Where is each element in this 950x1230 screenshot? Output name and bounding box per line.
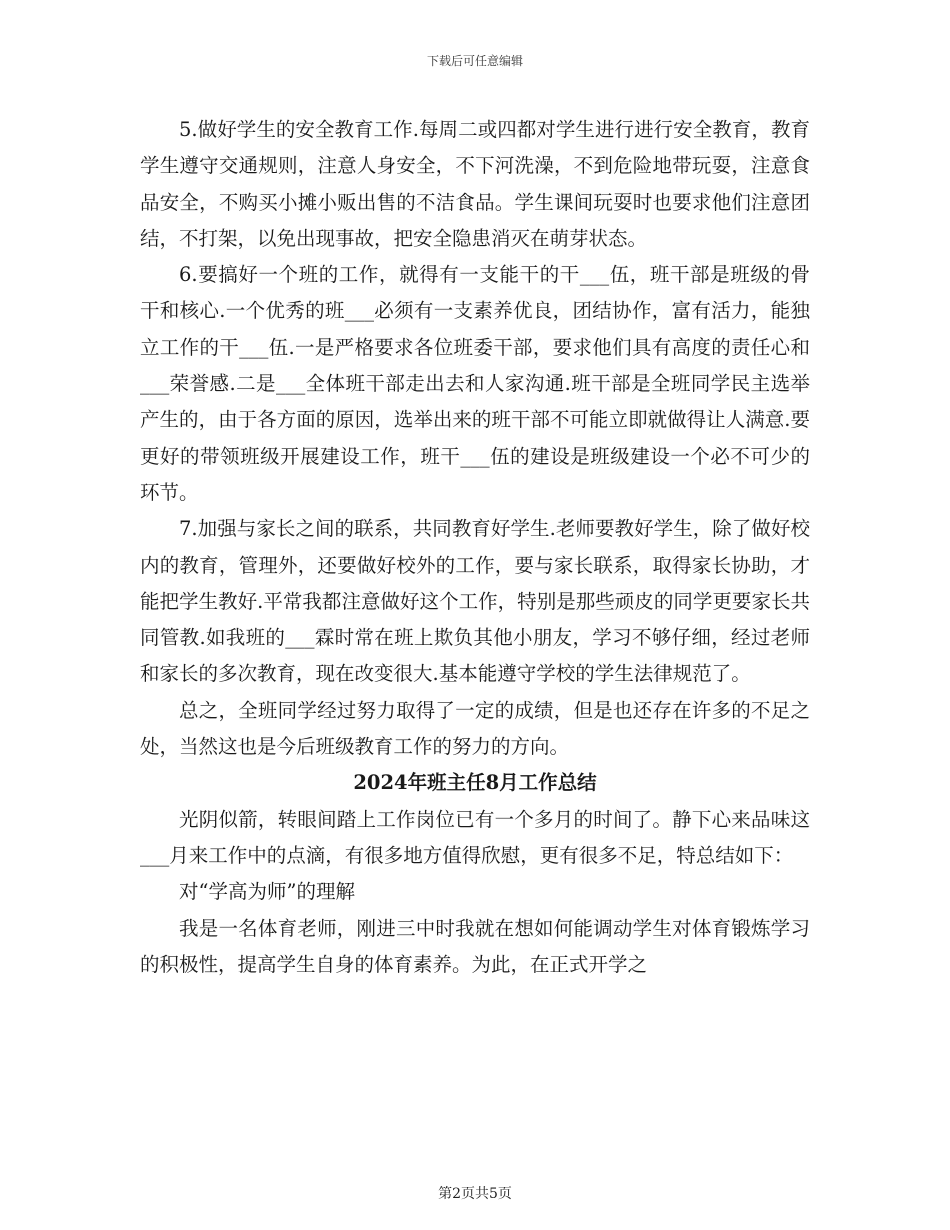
paragraph-parent-contact: 7.加强与家长之间的联系，共同教育好学生.老师要教好学生，除了做好校内的教育，管理外，还要做好校外的工作，要与家长联系，取得家长协助，才能把学生教好.平常我都注意做好这个工作，特别是那些顽皮的同学更要家长共同管教.如我班的___霖时常在班上欺负其他小朋友，学习不够仔细，经过老师和家长的多次教育，现在改变很大.基本能遵守学校的学生法律规范了。 — [140, 517, 810, 686]
paragraph-pe-teacher: 我是一名体育老师，刚进三中时我就在想如何能调动学生对体育锻炼学习的积极性，提高学生自身的体育素养。为此，在正式开学之 — [140, 916, 810, 976]
paragraph-subheading: 对“学高为师”的理解 — [179, 880, 355, 904]
paragraph-conclusion: 总之，全班同学经过努力取得了一定的成绩，但是也还存在许多的不足之处，当然这也是今后班级教育工作的努力的方向。 — [140, 698, 810, 759]
document-body — [140, 112, 810, 983]
paragraph-intro: 光阴似箭，转眼间踏上工作岗位已有一个多月的时间了。静下心来品味这___月来工作中的点滴，有很多地方值得欣慰，更有很多不足，特总结如下： — [140, 807, 810, 867]
paragraph-safety-education: 5.做好学生的安全教育工作.每周二或四都对学生进行进行安全教育，教育学生遵守交通规则，注意人身安全，不下河洗澡，不到危险地带玩耍，注意食品安全，不购买小摊小贩出售的不洁食品。学生课间玩耍时也要求他们注意团结，不打架，以免出现事故，把安全隐患消灭在萌芽状态。 — [140, 118, 810, 250]
page-header: 下载后可任意编辑 — [426, 54, 523, 68]
section-title: 2024年班主任8月工作总结 — [353, 771, 597, 795]
page-footer: 第2页共5页 — [438, 1186, 512, 1202]
paragraph-class-cadres: 6.要搞好一个班的工作，就得有一支能干的干___伍，班干部是班级的骨干和核心.一个优秀的班___必须有一支素养优良，团结协作，富有活力，能独立工作的干___伍.一是严格要求各位班委干部，要求他们具有高度的责任心和___荣誉感.二是___全体班干部走出去和人家沟通.班干部是全班同学民主选举产生的，由于各方面的原因，选举出来的班干部不可能立即就做得让人满意.要更好的带领班级开展建设工作，班干___伍的建设是班级建设一个必不可少的环节。 — [140, 263, 810, 504]
